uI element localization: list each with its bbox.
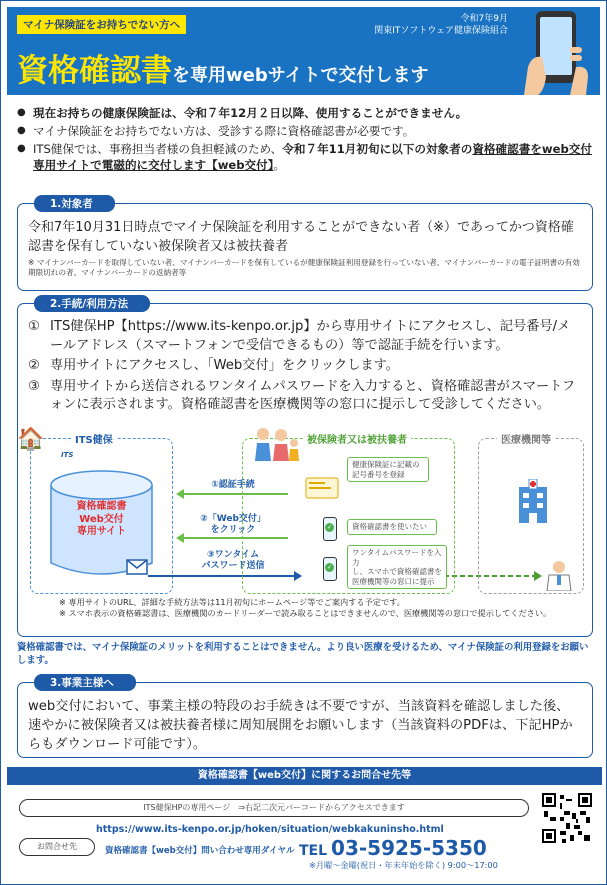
contact-header: 資格確認書【web交付】に関するお問合せ先等 (7, 767, 602, 785)
check-icon-2: ✓ (326, 564, 333, 571)
insured-box (242, 435, 455, 594)
insured-label: 被保険者又は被扶養者 (303, 431, 411, 446)
family-icon (251, 425, 301, 461)
step-2-text: 専用サイトにアクセスし、「Web交付」をクリックします。 (50, 358, 399, 373)
employer-text: web交付において、事業主様の特段のお手続きは不要ですが、当該資料を確認しました後、速やかに被保険者又は被扶養者様に周知展開をお願いします（当該資料のPDFは、下記HPからもダウンロード可能です）。 (28, 699, 573, 752)
section-eligible-body (18, 204, 592, 284)
eligible-note: ※ マイナンバーカードを取得していない者、マイナンバーカードを保有しているが健康保険証利用登録を行っていない者、マイナンバーカードの電子証明書の有効期限切れの者、マイナンバーカードの返納者等 (28, 258, 580, 277)
medical-label: 医療機関等 (497, 431, 555, 446)
check-icon: ✓ (326, 524, 333, 531)
header-banner (7, 7, 600, 95)
section-eligible (17, 198, 593, 291)
smartphone-hand-icon (514, 7, 594, 95)
procedure-notes (59, 597, 589, 619)
bullet-web-issue-bold1: 令和７年11月初旬に以下の対象者の (282, 142, 473, 156)
flow-diagram (18, 428, 594, 598)
inquiry-pill: お問合せ先 (19, 838, 95, 856)
phone-icon-2 (323, 557, 337, 581)
card-icon (305, 477, 339, 499)
qr-code-icon[interactable] (542, 793, 592, 843)
balloon-register (347, 457, 429, 482)
medical-box (478, 435, 584, 594)
step-1-text: ITS健保HP【https://www.its-kenpo.or.jp】から専用サイトにアクセスし、記号番号/メールアドレス（スマートフォンで受信できるもの）等で認証手続を行います。 (50, 319, 571, 353)
title-sub: を専用webサイトで交付します (172, 65, 429, 86)
bullet-need-certificate: ● マイナ保険証をお持ちでない方は、受診する際に資格確認書が必要です。 (17, 123, 597, 139)
balloon-want: 資格確認書を使いたい (347, 519, 437, 535)
tel-number: 03-5925-5350 (331, 836, 487, 860)
step-3 (28, 378, 582, 415)
balloon-register-l1: 健康保険証に記載の (352, 460, 420, 469)
hp-page-pill: ITS健保HPの専用ページ ⇒右記二次元バーコードからアクセスできます (19, 799, 529, 817)
header-date-org (374, 13, 508, 37)
building-icon: 🏠 (17, 427, 45, 452)
step-1-number: ① (28, 319, 40, 334)
step-3-number: ③ (28, 378, 40, 394)
section-procedure (17, 298, 593, 637)
doctor-icon (545, 559, 573, 591)
step-1 (28, 318, 582, 355)
its-kenpo-label: ITS健保 (71, 431, 117, 446)
section-employer-label: 3.事業主様へ (34, 674, 136, 691)
bullet-web-issue-end: 。 (273, 158, 286, 172)
arrow-otp-l2: パスワード送信 (201, 561, 265, 571)
step-2 (28, 357, 582, 376)
eligible-text: 令和7年10月31日時点でマイナ保険証を利用することができない者（※）であってかつ資格確認書を保有していない被保険者又は被扶養者 (28, 220, 574, 254)
header-date: 令和7年9月 (460, 14, 508, 24)
arrow-otp-l1: ③ワンタイム (206, 550, 260, 560)
section-eligible-label: 1.対象者 (34, 195, 115, 212)
arrow-click-l2: をクリック (210, 525, 256, 535)
site-line3: 専用サイト (76, 526, 127, 537)
step-3-text: 専用サイトから送信されるワンタイムパスワードを入力すると、資格確認書がスマートフォンに表示されます。資格確認書を医療機関等の窓口に提示して受診してください。 (50, 378, 576, 412)
step-2-number: ② (28, 358, 40, 373)
note-url: ※ 専用サイトのURL、詳細な手続方法等は11月初旬にホームページ等でご案内する予定です。 (59, 597, 405, 607)
phone-icon-1 (323, 517, 337, 541)
arrow-auth-label: ①認証手続 (211, 480, 255, 490)
bullet-web-issue-bold2: 資格確認書をweb交付専用サイトで電磁的に交付します【web交付】 (33, 142, 592, 172)
tel-prefix: TEL (299, 843, 328, 859)
section-employer (17, 677, 593, 758)
bullet-usage-end: ● 現在お持ちの健康保険証は、令和７年12月２日以降、使用することができません。 (17, 105, 597, 121)
bullet-web-issue-pre: ITS健保では、事務担当者様の負担軽減のため、 (33, 142, 283, 156)
phone-number[interactable] (299, 836, 487, 860)
section-procedure-label: 2.手続/利用方法 (34, 295, 150, 312)
procedure-steps (18, 304, 592, 423)
bullet-web-issue (17, 141, 597, 173)
note-card-reader: ※ スマホ表示の資格確認書は、医療機関のカードリーダーで読み取ることはできませんので、医療機関等の窓口で提示してください。 (59, 608, 552, 618)
balloon-present-l1: ワンタイムパスワードを入力 (352, 548, 442, 567)
title-main: 資格確認書 (17, 53, 172, 89)
page-title (17, 45, 428, 90)
hp-url-link[interactable]: https://www.its-kenpo.or.jp/hoken/situation/webkakuninsho.html (96, 824, 444, 835)
site-line1: 資格確認書 (76, 501, 127, 512)
dial-label: 資格確認書【web交付】問い合わせ専用ダイヤル (105, 846, 295, 856)
intro-bullets (17, 105, 597, 175)
mynumber-recommend-note: 資格確認書では、マイナ保険証のメリットを利用することはできません。より良い医療を受けるため、マイナ保険証の利用登録をお願いします。 (17, 642, 589, 666)
balloon-register-l2: 記号番号を登録 (352, 469, 405, 479)
arrow-click-l1: ②「Web交付」 (200, 514, 266, 524)
its-logo: ITS (61, 451, 74, 459)
balloon-present-l2: し、スマホで資格確認書を (352, 567, 442, 576)
hospital-icon (517, 479, 549, 523)
office-hours: ※月曜～金曜(祝日・年末年始を除く) 9:00～17:00 (309, 860, 498, 870)
balloon-present (347, 545, 447, 589)
header-tag: マイナ保険証をお持ちでない方へ (17, 15, 186, 34)
balloon-present-l3: 医療機関等の窓口に提示 (352, 576, 435, 586)
site-line2: Web交付 (79, 513, 124, 525)
header-org: 関東ITソフトウェア健康保険組合 (374, 26, 508, 36)
